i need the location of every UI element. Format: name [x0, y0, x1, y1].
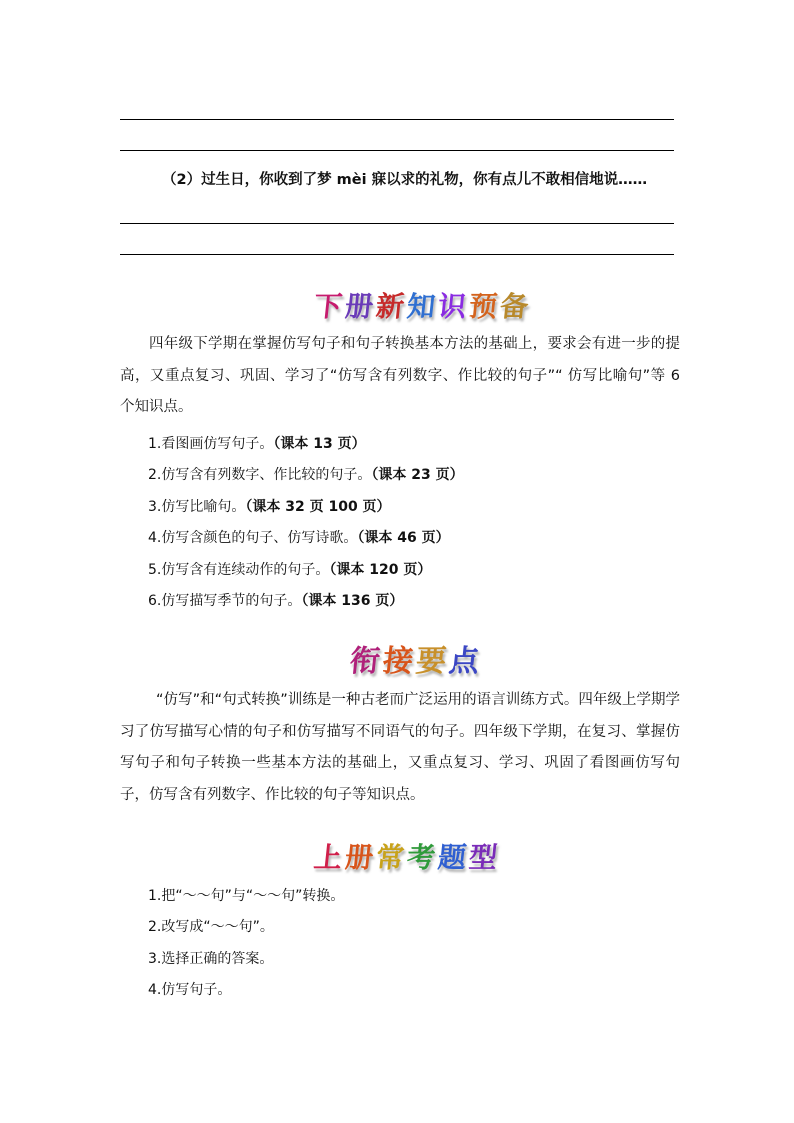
item-text: 2.改写成“～～句”。 [148, 919, 274, 935]
answer-line [120, 119, 674, 120]
item-text: 6.仿写描写季节的句子。 [148, 593, 302, 609]
list-item [148, 434, 366, 454]
heading-char: 考 [405, 841, 439, 874]
section-heading-key-points [348, 645, 483, 679]
item-page: （课本 32 页 100 页） [245, 499, 391, 515]
list-item [148, 917, 274, 937]
item-page: （课本 13 页） [273, 436, 366, 452]
section1-paragraph: 四年级下学期在掌握仿写句子和句子转换基本方法的基础上，要求会有进一步的提高，又重点复习、巩固、学习了“仿写含有列数字、作比较的句子”“ 仿写比喻句”等 6 个知识点。 [120, 336, 680, 415]
item-text: 1.看图画仿写句子。 [148, 436, 274, 452]
section-heading-new-knowledge [312, 290, 532, 324]
list-item [148, 949, 273, 969]
item-text: 3.选择正确的答案。 [148, 951, 274, 967]
item-page: （课本 120 页） [329, 562, 432, 578]
section-heading-common-question-types [312, 841, 501, 875]
heading-char: 识 [436, 290, 470, 323]
list-item [148, 497, 391, 517]
list-item [148, 560, 431, 580]
answer-line [120, 254, 674, 255]
item-page: （课本 23 页） [371, 467, 464, 483]
item-page: （课本 46 页） [357, 530, 450, 546]
heading-char: 下 [312, 290, 346, 323]
answer-line [120, 150, 674, 151]
section2-paragraph: “仿写”和“句式转换”训练是一种古老而广泛运用的语言训练方式。四年级上学期学习了仿写描写心情的句子和仿写描写不同语气的句子。四年级下学期，在复习、掌握仿写句子和句子转换一些基本方法的基础上，又重点复习、学习、巩固了看图画仿写句子，仿写含有列数字、作比较的句子等知识点。 [120, 692, 680, 803]
heading-char: 知 [405, 290, 439, 323]
item-text: 1.把“～～句”与“～～句”转换。 [148, 888, 345, 904]
heading-char: 型 [467, 841, 501, 874]
list-item [148, 591, 403, 611]
heading-char: 新 [374, 290, 408, 323]
heading-char: 上 [312, 841, 346, 874]
item-text: 3.仿写比喻句。 [148, 499, 246, 515]
item-text: 5.仿写含有连续动作的句子。 [148, 562, 330, 578]
list-item [148, 980, 231, 1000]
item-text: 4.仿写句子。 [148, 982, 232, 998]
heading-char: 预 [467, 290, 501, 323]
answer-line [120, 223, 674, 224]
question-2: （2）过生日，你收到了梦 mèi 寐以求的礼物，你有点儿不敢相信地说…… [162, 172, 648, 188]
heading-char: 衔 [348, 644, 384, 679]
heading-char: 题 [436, 841, 470, 874]
item-page: （课本 136 页） [301, 593, 404, 609]
list-item [148, 465, 464, 485]
list-item [148, 886, 344, 906]
item-text: 2.仿写含有列数字、作比较的句子。 [148, 467, 372, 483]
heading-char: 接 [381, 644, 417, 679]
item-text: 4.仿写含颜色的句子、仿写诗歌。 [148, 530, 358, 546]
heading-char: 常 [374, 841, 408, 874]
heading-char: 要 [414, 644, 450, 679]
heading-char: 册 [343, 290, 377, 323]
heading-char: 点 [447, 644, 483, 679]
heading-char: 册 [343, 841, 377, 874]
list-item [148, 528, 450, 548]
heading-char: 备 [498, 290, 532, 323]
